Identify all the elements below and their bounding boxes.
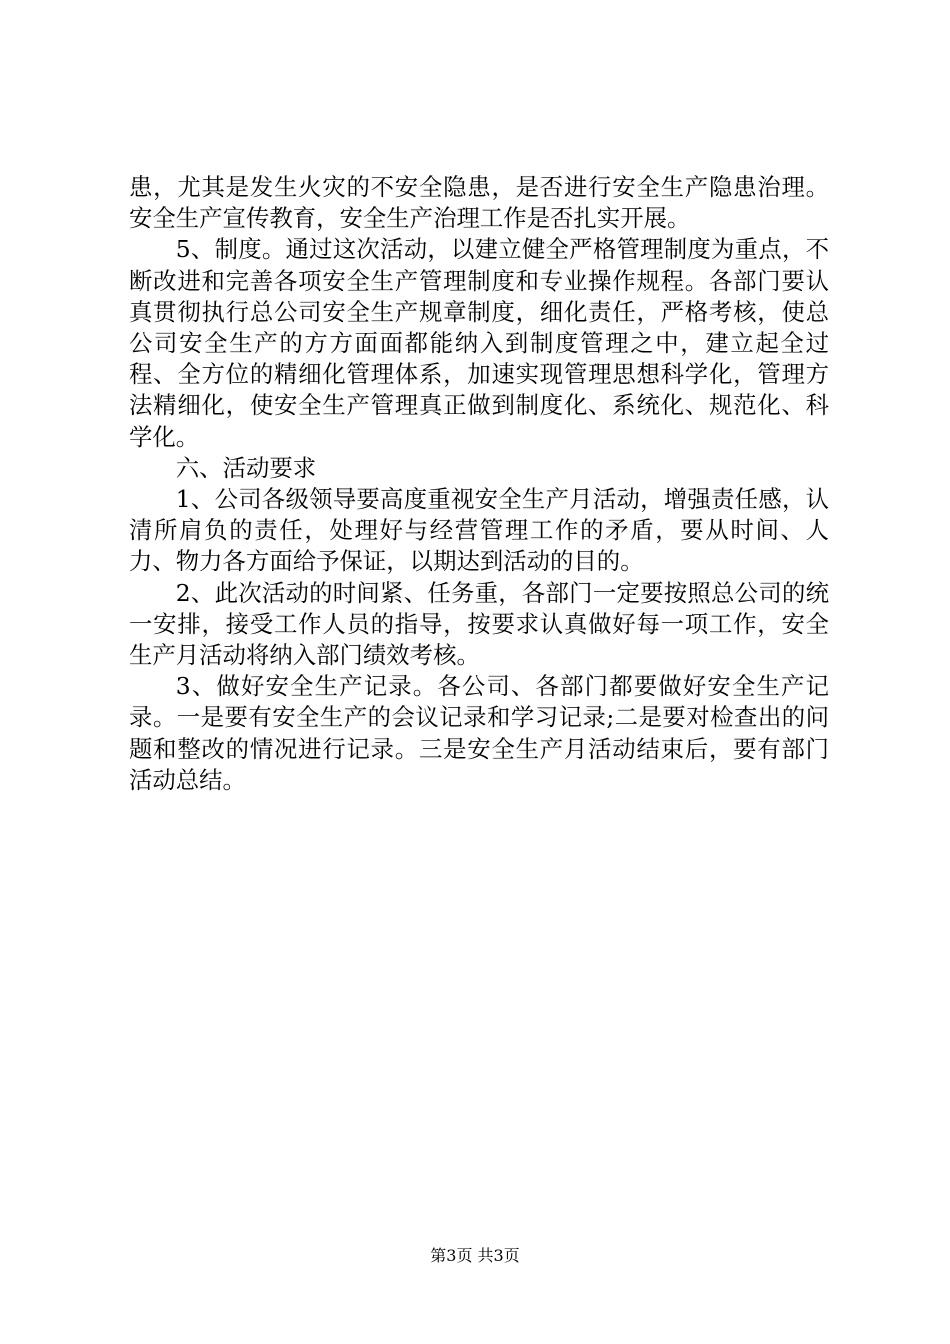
paragraph: 1、公司各级领导要高度重视安全生产月活动，增强责任感，认清所肩负的责任，处理好与经营管理工作的矛盾，要从时间、人力、物力各方面给予保证，以期达到活动的目的。 [129,485,829,576]
section-heading: 六、活动要求 [175,453,317,482]
paragraph: 患，尤其是发生火灾的不安全隐患，是否进行安全生产隐患治理。安全生产宣传教育，安全生产治理工作是否扎实开展。 [129,173,829,233]
page-number-footer: 第3页 共3页 [430,1246,520,1265]
paragraph: 5、制度。通过这次活动，以建立健全严格管理制度为重点，不断改进和完善各项安全生产管理制度和专业操作规程。各部门要认真贯彻执行总公司安全生产规章制度，细化责任，严格考核，使总公司安全生产的方方面面都能纳入到制度管理之中，建立起全过程、全方位的精细化管理体系，加速实现管理思想科学化，管理方法精细化，使安全生产管理真正做到制度化、系统化、规范化、科学化。 [129,235,829,451]
paragraph: 2、此次活动的时间紧、任务重，各部门一定要按照总公司的统一安排，接受工作人员的指导，按要求认真做好每一项工作，安全生产月活动将纳入部门绩效考核。 [129,578,829,670]
document-body [129,172,829,796]
paragraph: 3、做好安全生产记录。各公司、各部门都要做好安全生产记录。一是要有安全生产的会议记录和学习记录;二是要对检查出的问题和整改的情况进行记录。三是安全生产月活动结束后，要有部门活动总结。 [129,672,829,794]
